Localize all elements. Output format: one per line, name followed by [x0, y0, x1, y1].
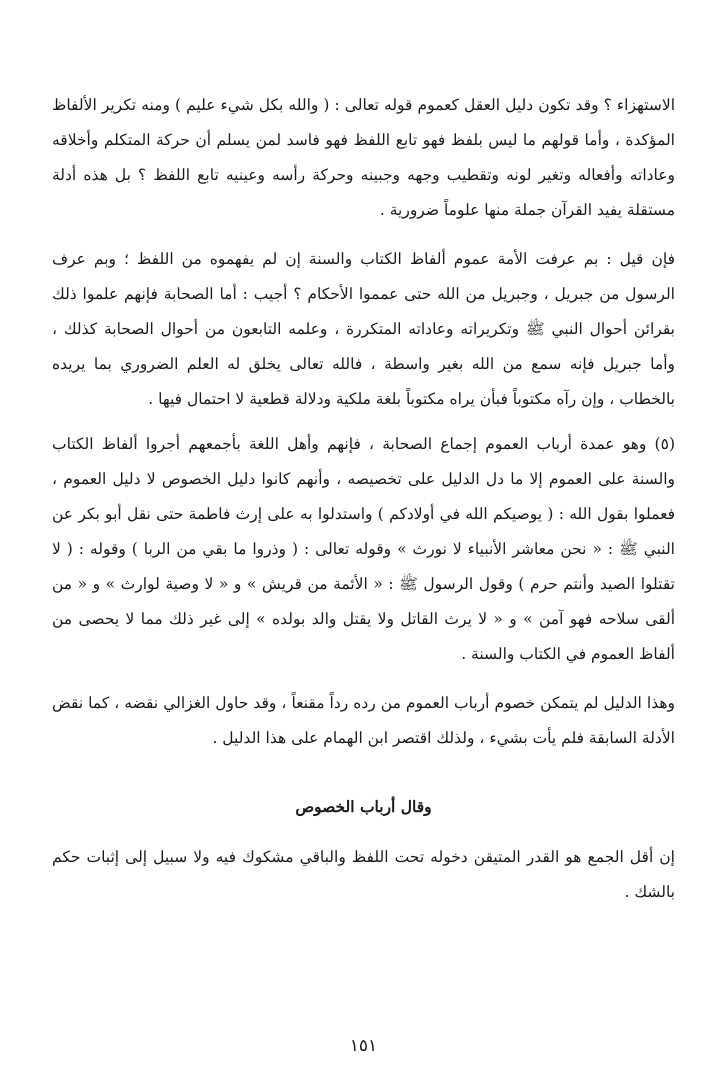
paragraph-4: وهذا الدليل لم يتمكن خصوم أرباب العموم من رده رداً مقنعاً ، وقد حاول الغزالي نقضه ، كما نقض الأدلة السابقة فلم يأت بشيء ، ولذلك اقتصر ابن الهمام على هذا الدليل .: [52, 694, 675, 747]
page-number: ١٥١: [349, 1036, 378, 1056]
paragraph-2: فإن قيل : بم عرفت الأمة عموم ألفاظ الكتاب والسنة إن لم يفهموه من اللفظ ؛ وبم عرف الرسول من جبريل ، وجبريل من الله حتى عمموا الأحكام ؟ أجيب : أما الصحابة فإنهم علموا ذلك بقرائن أحوال النبي ﷺ وتكريراته وعاداته المتكررة ، وعلمه التابعون من أحوال الصحابة كذلك ، وأما جبريل فإنه سمع من الله بغير واسطة ، فالله تعالى يخلق له العلم الضروري بما يريده بالخطاب ، وإن رآه مكتوباً فبأن يراه مكتوباً بلغة ملكية ودلالة قطعية لا احتمال فيها .: [52, 250, 675, 408]
section-heading: وقال أرباب الخصوص: [295, 797, 432, 816]
paragraph-1: الاستهزاء ؟ وقد تكون دليل العقل كعموم قوله تعالى : ( والله بكل شيء عليم ) ومنه تكرير الألفاظ المؤكدة ، وأما قولهم ما ليس بلفظ فهو تابع اللفظ فهو فاسد لمن يسلم أن حركة المتكلم وأخلاقه وعاداته وأفعاله وتغير لونه وتقطيب وجهه وجبينه وحركة رأسه وعينيه تابع اللفظ ؟ بل هذه أدلة مستقلة يفيد القرآن جملة منها علوماً ضرورية .: [52, 96, 675, 219]
paragraph-5: إن أقل الجمع هو القدر المتيقن دخوله تحت اللفظ والباقي مشكوك فيه ولا سبيل إلى إثبات حكم بالشك .: [52, 848, 675, 901]
paragraph-3: (٥) وهو عمدة أرباب العموم إجماع الصحابة ، فإنهم وأهل اللغة بأجمعهم أجروا ألفاظ الكتاب والسنة على العموم إلا ما دل الدليل على تخصيصه ، وأنهم كانوا دليل الخصوص لا دليل العموم ، فعملوا بقول الله : ( يوصيكم الله في أولادكم ) واستدلوا به على إرث فاطمة حتى نقل أبو بكر عن النبي ﷺ : « نحن معاشر الأنبياء لا نورث » وقوله تعالى : ( وذروا ما بقي من الربا ) وقوله : ( لا تقتلوا الصيد وأنتم حرم ) وقول الرسول ﷺ : « الأئمة من قريش » و « لا وصية لوارث » و « من ألقى سلاحه فهو آمن » و « لا يرث القاتل ولا يقتل والد بولده » إلى غير ذلك مما لا يحصى من ألفاظ العموم في الكتاب والسنة .: [52, 435, 675, 663]
